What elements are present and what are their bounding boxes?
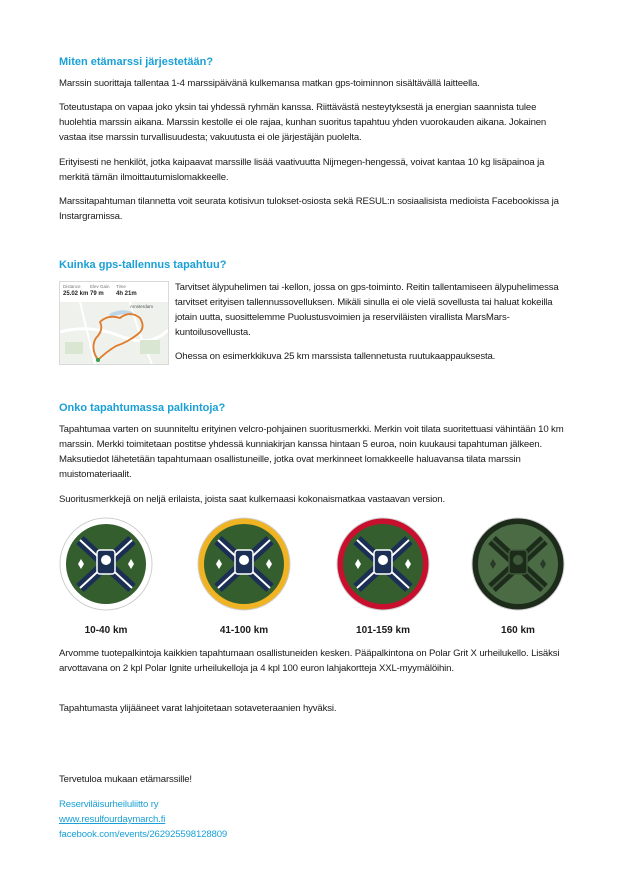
achievement-badge-icon xyxy=(196,516,292,612)
badge-range-label: 101-159 km xyxy=(356,625,410,636)
section-heading-gps: Kuinka gps-tallennus tapahtuu? xyxy=(59,259,227,271)
map-city-label: Amsterdam xyxy=(130,304,154,309)
stat-value: 25.02 km xyxy=(63,291,89,297)
organization-name: Reserviläisurheiluliitto ry xyxy=(59,799,159,810)
facebook-link[interactable]: facebook.com/events/262925598128809 xyxy=(59,829,228,840)
stat-value: 4h 21m xyxy=(116,291,137,297)
stat-label: Elev Gain xyxy=(90,284,110,289)
website-link[interactable]: www.resulfourdaymarch.fi xyxy=(59,814,166,825)
paragraph: Marssitapahtuman tilannetta voit seurata kotisivun tulokset-osiosta sekä RESUL:n sosiaalisista medioista Facebookissa ja Instargramissa. xyxy=(59,196,559,222)
achievement-badge-icon xyxy=(58,516,154,612)
paragraph: Erityisesti ne henkilöt, jotka kaipaavat marssille lisää vaativuutta Nijmegen-hengessä, voivat kantaa 10 kg lisäpainoa ja merkitä tämän ilmoittautumislomakkeelle. xyxy=(59,157,545,183)
paragraph: Arvomme tuotepalkintoja kaikkien tapahtumaan osallistuneiden kesken. Pääpalkintona on Polar Grit X urheilukello. Lisäksi arvottavana on 2 kpl Polar Ignite urheilukelloja ja 4 kpl 100 euron lahjakortteja XXL-myymälöihin. xyxy=(59,648,560,674)
welcome-text: Tervetuloa mukaan etämarssille! xyxy=(59,774,192,785)
route-map-icon xyxy=(60,302,168,364)
stat-label: Distance xyxy=(63,284,81,289)
website-line xyxy=(59,812,165,827)
achievement-badge-icon xyxy=(335,516,431,612)
stat-label: Time xyxy=(116,284,126,289)
paragraph: Ohessa on esimerkkikuva 25 km marssista tallennetusta ruutukaappauksesta. xyxy=(175,351,496,362)
paragraph: Suoritusmerkkejä on neljä erilaista, joista saat kulkemaasi kokonaismatkaa vastaavan version. xyxy=(59,494,445,505)
paragraph: Toteutustapa on vapaa joko yksin tai yhdessä ryhmän kanssa. Riittävästä nesteytyksestä ja energian saannista tulee huolehtia marssin aikana. Marssin kestolle ei ole rajaa, kunhan suoritus tapahtuu yhden vuorokauden aikana. Jokainen vastaa itse marssin turvallisuudesta; vakuutusta ei ole järjestäjän puolelta. xyxy=(59,102,547,143)
paragraph: Tapahtumasta ylijääneet varat lahjoitetaan sotaveteraanien hyväksi. xyxy=(59,703,337,714)
badge-range-label: 10-40 km xyxy=(84,625,128,636)
paragraph: Marssin suorittaja tallentaa 1-4 marssipäivänä kulkemansa matkan gps-toiminnon sisältävällä laitteella. xyxy=(59,78,480,89)
paragraph: Tapahtumaa varten on suunniteltu erityinen velcro-pohjainen suoritusmerkki. Merkin voit tilata suoritettuasi vähintään 10 km marssin. Merkki toimitetaan postitse yhdessä kunniakirjan kanssa hintaan 5 euroa, noin kuukausi tapahtuman jälkeen. Maksutiedot lähetetään tapahtumaan osallistuneille, jotka ovat merkinneet lomakkeelle haluavansa tilata marssin muistomateriaalit. xyxy=(59,424,564,480)
section-heading-prizes: Onko tapahtumassa palkintoja? xyxy=(59,402,226,414)
paragraph: Tarvitset älypuhelimen tai -kellon, jossa on gps-toiminto. Reitin tallentamiseen älypuhelimessa tarvitset erityisen tallennussovelluksen. Mikäli sinulla ei ole vielä sovellusta tai haluat kokeilla jotain uutta, suosittelemme Puolustusvoimien ja reserviläisten virallista MarsMars-kuntoilusovellusta. xyxy=(175,282,559,338)
section-heading-organization: Miten etämarssi järjestetään? xyxy=(59,56,214,68)
badge-range-label: 160 km xyxy=(501,625,535,636)
badge-range-label: 41-100 km xyxy=(219,625,269,636)
achievement-badge-icon xyxy=(470,516,566,612)
route-screenshot xyxy=(59,281,169,365)
stat-value: 79 m xyxy=(90,291,104,297)
